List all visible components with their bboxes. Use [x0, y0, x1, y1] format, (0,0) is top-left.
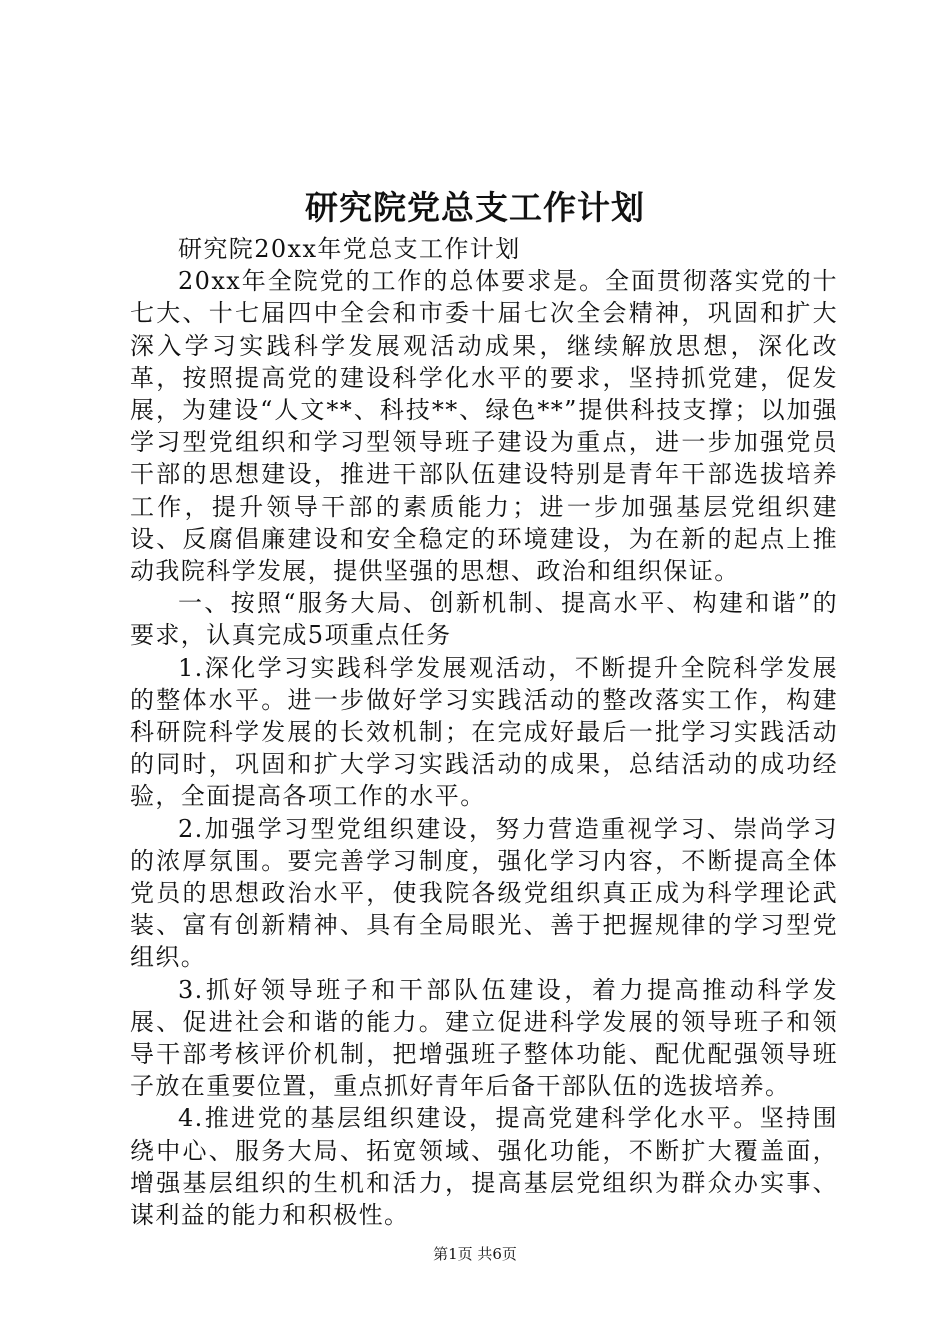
- paragraph-overall-requirements: 20xx年全院党的工作的总体要求是。全面贯彻落实党的十七大、十七届四中全会和市委十届七次全会精神，巩固和扩大深入学习实践科学发展观活动成果，继续解放思想，深化改革，按照提高党的建设科学化水平的要求，坚持抓党建，促发展，为建设“人文**、科技**、绿色**”提供科技支撑；以加强学习型党组织和学习型领导班子建设为重点，进一步加强党员干部的思想建设，推进干部队伍建设特别是青年干部选拔培养工作，提升领导干部的素质能力；进一步加强基层党组织建设、反腐倡廉建设和安全稳定的环境建设，为在新的起点上推动我院科学发展，提供坚强的思想、政治和组织保证。: [130, 267, 838, 586]
- paragraph-task-4: 4.推进党的基层组织建设，提高党建科学化水平。坚持围绕中心、服务大局、拓宽领域、强化功能，不断扩大覆盖面，增强基层组织的生机和活力，提高基层党组织为群众办实事、谋利益的能力和积极性。: [130, 1104, 838, 1230]
- paragraph-section-one-heading: 一、按照“服务大局、创新机制、提高水平、构建和谐”的要求，认真完成5项重点任务: [130, 589, 838, 650]
- document-body: [130, 233, 838, 1231]
- document-title: 研究院党总支工作计划: [305, 188, 645, 227]
- paragraph-task-3: 3.抓好领导班子和干部队伍建设，着力提高推动科学发展、促进社会和谐的能力。建立促进科学发展的领导班子和领导干部考核评价机制，把增强班子整体功能、配优配强领导班子放在重要位置，重点抓好青年后备干部队伍的选拔培养。: [130, 975, 838, 1101]
- paragraph-task-1: 1.深化学习实践科学发展观活动，不断提升全院科学发展的整体水平。进一步做好学习实践活动的整改落实工作，构建科研院科学发展的长效机制；在完成好最后一批学习实践活动的同时，巩固和扩大学习实践活动的成果，总结活动的成功经验，全面提高各项工作的水平。: [130, 653, 838, 811]
- paragraph-subtitle: 研究院20xx年党总支工作计划: [178, 235, 521, 263]
- paragraph-task-2: 2.加强学习型党组织建设，努力营造重视学习、崇尚学习的浓厚氛围。要完善学习制度，强化学习内容，不断提高全体党员的思想政治水平，使我院各级党组织真正成为科学理论武装、富有创新精神、具有全局眼光、善于把握规律的学习型党组织。: [130, 814, 838, 972]
- page-number-footer: 第1页 共6页: [433, 1245, 517, 1263]
